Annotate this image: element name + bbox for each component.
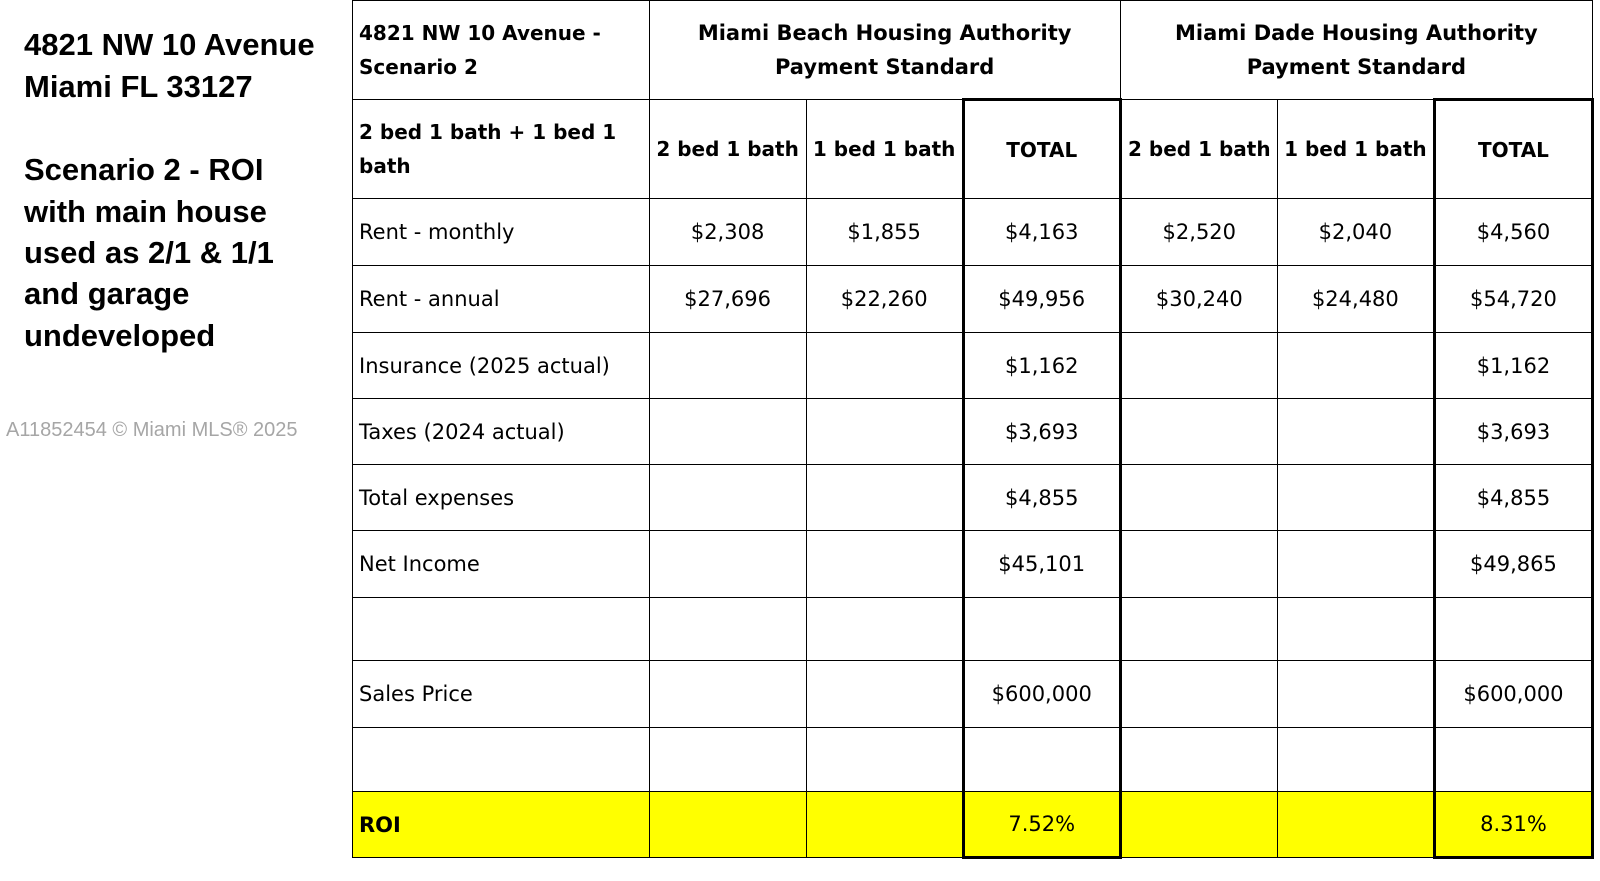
row-label-rent-annual: Rent - annual bbox=[353, 266, 650, 333]
table-row bbox=[353, 661, 1593, 728]
row-label-rent-monthly: Rent - monthly bbox=[353, 199, 650, 266]
table-row bbox=[353, 333, 1593, 399]
cell-beach-2bed: $27,696 bbox=[649, 266, 806, 333]
cell-empty bbox=[649, 728, 806, 792]
cell-dade-2bed: $2,520 bbox=[1120, 199, 1277, 266]
cell-empty bbox=[1277, 792, 1434, 858]
scenario-line-1: Scenario 2 - ROI bbox=[24, 152, 264, 187]
cell-empty bbox=[649, 399, 806, 465]
cell-empty bbox=[806, 728, 963, 792]
scenario-line-2: with main house bbox=[24, 194, 267, 229]
cell-empty bbox=[806, 465, 963, 531]
address-line-2: Miami FL 33127 bbox=[24, 69, 253, 104]
cell-beach-total: $4,855 bbox=[963, 465, 1120, 531]
cell-empty bbox=[1120, 333, 1277, 399]
cell-empty bbox=[353, 728, 650, 792]
corner-header: 4821 NW 10 Avenue - Scenario 2 bbox=[353, 1, 650, 100]
scenario-line-3: used as 2/1 & 1/1 bbox=[24, 235, 274, 270]
row-label-taxes: Taxes (2024 actual) bbox=[353, 399, 650, 465]
roi-row bbox=[353, 792, 1593, 858]
row-label-insurance: Insurance (2025 actual) bbox=[353, 333, 650, 399]
cell-empty bbox=[1277, 399, 1434, 465]
cell-dade-1bed: $24,480 bbox=[1277, 266, 1434, 333]
cell-empty bbox=[963, 598, 1120, 661]
cell-beach-total: $600,000 bbox=[963, 661, 1120, 728]
row-label-sales-price: Sales Price bbox=[353, 661, 650, 728]
cell-empty bbox=[1277, 333, 1434, 399]
cell-empty bbox=[806, 661, 963, 728]
address-line-1: 4821 NW 10 Avenue bbox=[24, 27, 315, 62]
table-row bbox=[353, 531, 1593, 598]
cell-empty bbox=[1120, 792, 1277, 858]
mls-watermark: A11852454 © Miami MLS® 2025 bbox=[6, 419, 298, 441]
cell-empty bbox=[806, 792, 963, 858]
cell-beach-total: $45,101 bbox=[963, 531, 1120, 598]
dade-col-total: TOTAL bbox=[1434, 100, 1592, 199]
cell-beach-1bed: $22,260 bbox=[806, 266, 963, 333]
cell-empty bbox=[1277, 465, 1434, 531]
cell-dade-total: $49,865 bbox=[1434, 531, 1592, 598]
cell-dade-1bed: $2,040 bbox=[1277, 199, 1434, 266]
cell-empty bbox=[1277, 531, 1434, 598]
cell-beach-2bed: $2,308 bbox=[649, 199, 806, 266]
cell-empty bbox=[649, 333, 806, 399]
cell-empty bbox=[1120, 728, 1277, 792]
cell-empty bbox=[1120, 661, 1277, 728]
row-label-net-income: Net Income bbox=[353, 531, 650, 598]
cell-dade-2bed: $30,240 bbox=[1120, 266, 1277, 333]
table-row-blank bbox=[353, 598, 1593, 661]
table-row bbox=[353, 266, 1593, 333]
left-panel bbox=[0, 0, 352, 881]
group-header-miami-dade: Miami Dade Housing Authority Payment Standard bbox=[1120, 1, 1592, 100]
cell-empty bbox=[649, 792, 806, 858]
cell-empty bbox=[1120, 465, 1277, 531]
cell-beach-roi: 7.52% bbox=[963, 792, 1120, 858]
table-row bbox=[353, 399, 1593, 465]
cell-empty bbox=[649, 531, 806, 598]
table-header-row bbox=[353, 1, 1593, 100]
beach-col-1bed: 1 bed 1 bath bbox=[806, 100, 963, 199]
cell-dade-total: $54,720 bbox=[1434, 266, 1592, 333]
group-header-miami-beach: Miami Beach Housing Authority Payment Standard bbox=[649, 1, 1120, 100]
cell-empty bbox=[1120, 598, 1277, 661]
scenario-line-5: undeveloped bbox=[24, 318, 216, 353]
cell-empty bbox=[806, 399, 963, 465]
cell-empty bbox=[1277, 661, 1434, 728]
cell-empty bbox=[1120, 531, 1277, 598]
cell-empty bbox=[806, 598, 963, 661]
cell-empty bbox=[353, 598, 650, 661]
roi-table bbox=[352, 0, 1594, 859]
cell-dade-roi: 8.31% bbox=[1434, 792, 1592, 858]
cell-empty bbox=[806, 531, 963, 598]
row-label-total-expenses: Total expenses bbox=[353, 465, 650, 531]
table-row-blank bbox=[353, 728, 1593, 792]
dade-col-1bed: 1 bed 1 bath bbox=[1277, 100, 1434, 199]
cell-empty bbox=[649, 598, 806, 661]
cell-dade-total: $1,162 bbox=[1434, 333, 1592, 399]
cell-beach-1bed: $1,855 bbox=[806, 199, 963, 266]
beach-col-2bed: 2 bed 1 bath bbox=[649, 100, 806, 199]
scenario-line-4: and garage bbox=[24, 276, 190, 311]
cell-empty bbox=[1120, 399, 1277, 465]
cell-beach-total: $3,693 bbox=[963, 399, 1120, 465]
cell-dade-total: $600,000 bbox=[1434, 661, 1592, 728]
unit-mix-label: 2 bed 1 bath + 1 bed 1 bath bbox=[353, 100, 650, 199]
cell-dade-total: $4,855 bbox=[1434, 465, 1592, 531]
cell-empty bbox=[1277, 728, 1434, 792]
dade-col-2bed: 2 bed 1 bath bbox=[1120, 100, 1277, 199]
beach-col-total: TOTAL bbox=[963, 100, 1120, 199]
cell-empty bbox=[1434, 728, 1592, 792]
cell-beach-total: $1,162 bbox=[963, 333, 1120, 399]
table-subheader-row bbox=[353, 100, 1593, 199]
cell-empty bbox=[963, 728, 1120, 792]
cell-empty bbox=[806, 333, 963, 399]
cell-dade-total: $3,693 bbox=[1434, 399, 1592, 465]
table-row bbox=[353, 199, 1593, 266]
cell-empty bbox=[649, 661, 806, 728]
cell-beach-total: $49,956 bbox=[963, 266, 1120, 333]
cell-empty bbox=[1434, 598, 1592, 661]
row-label-roi: ROI bbox=[353, 792, 650, 858]
cell-empty bbox=[649, 465, 806, 531]
cell-beach-total: $4,163 bbox=[963, 199, 1120, 266]
table-row bbox=[353, 465, 1593, 531]
cell-empty bbox=[1277, 598, 1434, 661]
cell-dade-total: $4,560 bbox=[1434, 199, 1592, 266]
